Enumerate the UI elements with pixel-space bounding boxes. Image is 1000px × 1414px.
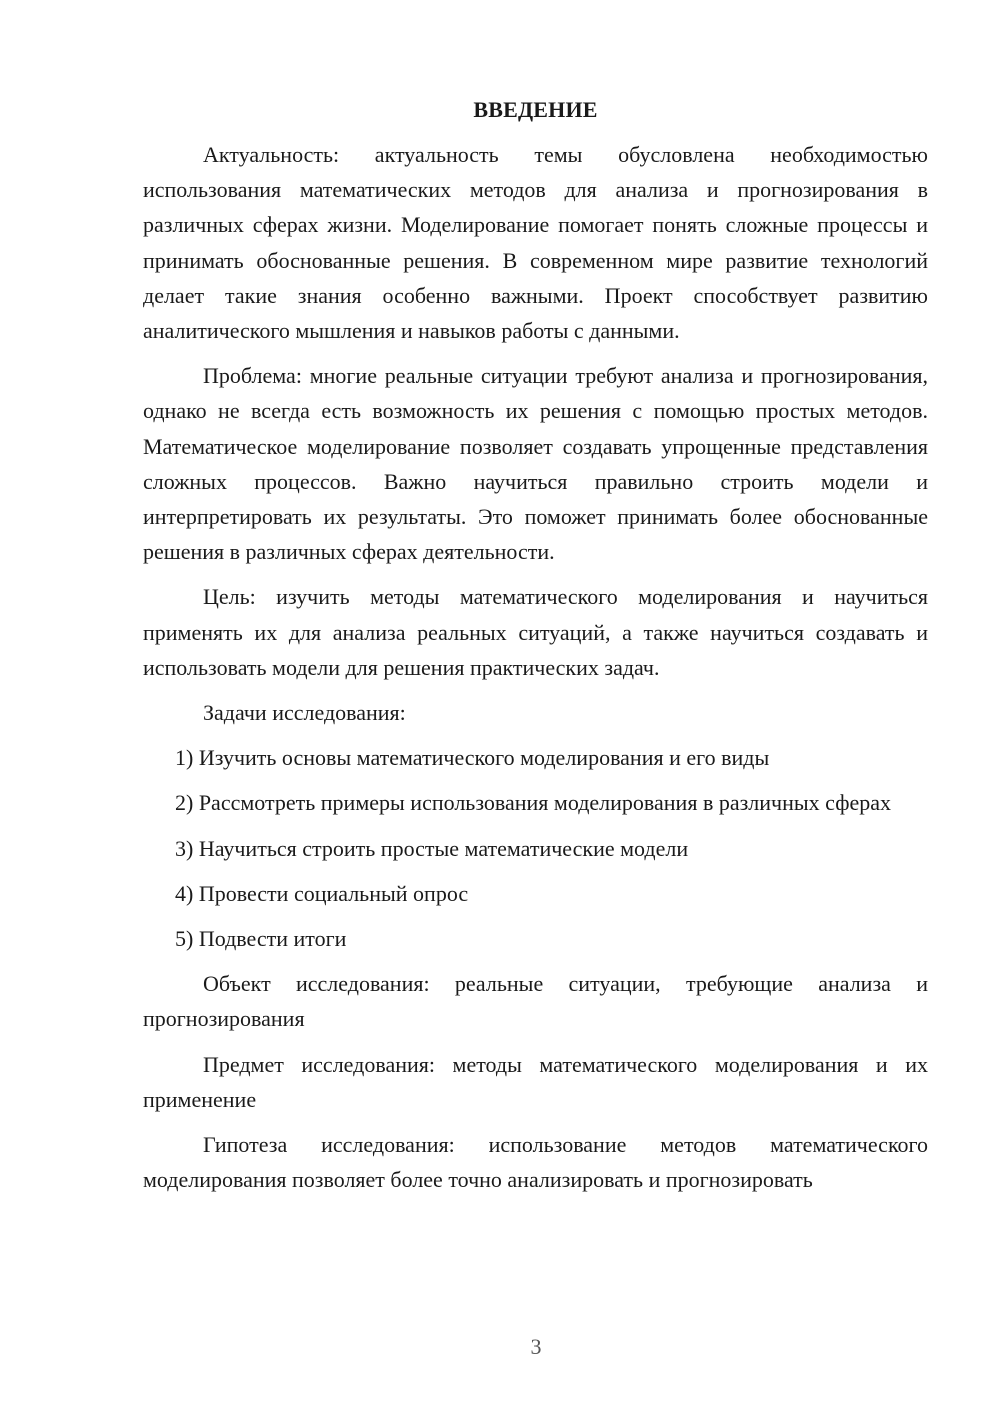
goal-paragraph: Цель: изучить методы математического моделирования и научиться применять их для анализа реальных ситуаций, а также научиться создавать и использовать модели для решения практических задач. [143,584,928,680]
section-title: ВВЕДЕНИЕ [473,97,598,122]
task-item-5: 5) Подвести итоги [175,926,347,952]
task-item-4: 4) Провести социальный опрос [175,880,469,906]
object-paragraph: Объект исследования: реальные ситуации, требующие анализа и прогнозирования [143,971,928,1032]
problem-paragraph: Проблема: многие реальные ситуации требуют анализа и прогнозирования, однако не всегда есть возможность их решения с помощью простых методов. Математическое моделирование позволяет создавать упрощенные представления сложных процессов. Важно научиться правильно строить модели и интерпретировать их результаты. Это поможет принимать более обоснованные решения в различных сферах деятельности. [143,363,928,565]
page-content [143,92,928,1207]
hypothesis-paragraph: Гипотеза исследования: использование методов математического моделирования позволяет более точно анализировать и прогнозировать [143,1132,928,1193]
task-item-3: 3) Научиться строить простые математические модели [175,835,689,861]
relevance-paragraph: Актуальность: актуальность темы обусловлена необходимостью использования математических методов для анализа и прогнозирования в различных сферах жизни. Моделирование помогает понять сложные процессы и принимать обоснованные решения. В современном мире развитие технологий делает такие знания особенно важными. Проект способствует развитию аналитического мышления и навыков работы с данными. [143,142,928,344]
subject-paragraph: Предмет исследования: методы математического моделирования и их применение [143,1051,928,1112]
task-item-2: 2) Рассмотреть примеры использования моделирования в различных сферах [175,790,891,816]
tasks-heading: Задачи исследования: [203,700,406,726]
task-item-1: 1) Изучить основы математического моделирования и его виды [175,745,770,771]
page-number: 3 [530,1334,542,1359]
